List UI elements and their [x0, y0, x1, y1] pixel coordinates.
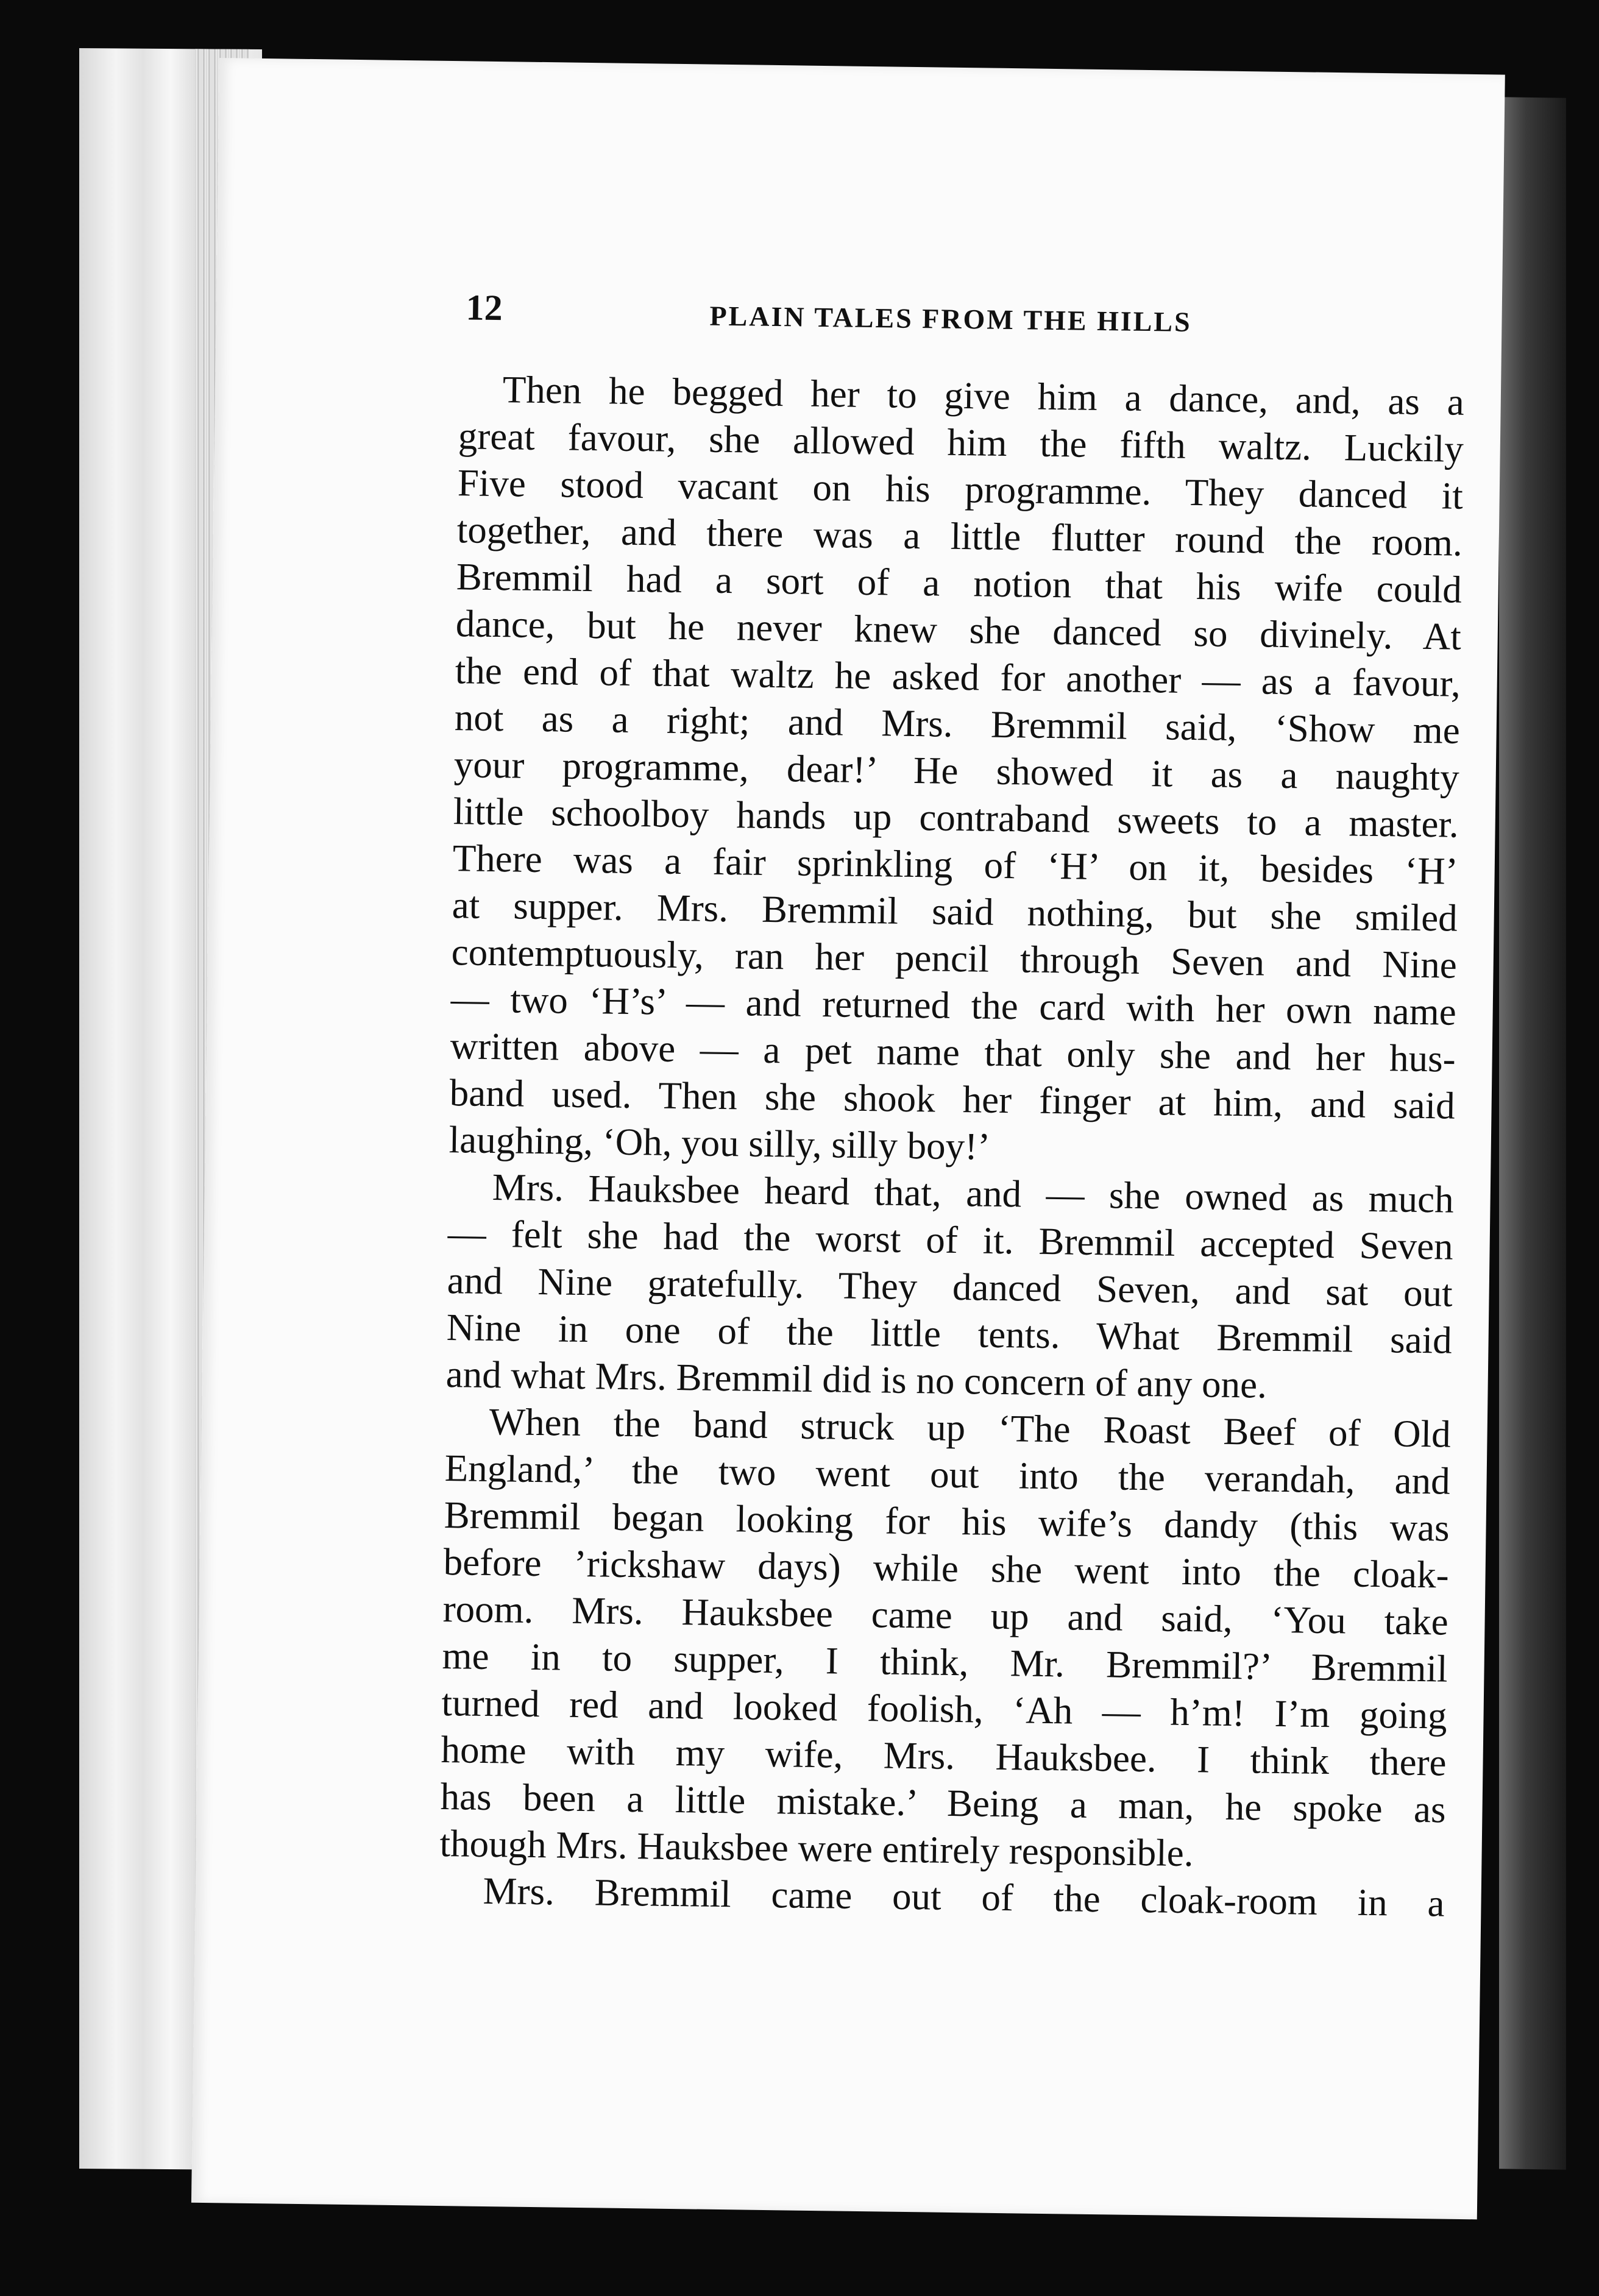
- text-line: at supper. Mrs. Bremmil said nothing, but she smiled: [452, 884, 1458, 940]
- text-line: not as a right; and Mrs. Bremmil said, ‘Show me: [454, 696, 1461, 752]
- page-header: [466, 286, 1472, 355]
- text-line: though Mrs. Hauksbee were entirely responsible.: [439, 1821, 1194, 1875]
- running-head: PLAIN TALES FROM THE HILLS: [709, 300, 1192, 338]
- text-line: little schoolboy hands up contraband sweets to a master.: [453, 790, 1459, 846]
- text-line: Five stood vacant on his programme. They danced it: [457, 461, 1464, 517]
- text-line: room. Mrs. Hauksbee came up and said, ‘You take: [442, 1587, 1449, 1643]
- text-line: laughing, ‘Oh, you silly, silly boy!’: [448, 1118, 991, 1168]
- text-line: has been a little mistake.’ Being a man, he spoke as: [440, 1774, 1447, 1831]
- text-line: Mrs. Hauksbee heard that, and — she owned as much: [492, 1166, 1455, 1221]
- text-line: great favour, she allowed him the fifth waltz. Luckily: [458, 414, 1464, 470]
- text-line: — two ‘H’s’ — and returned the card with her own name: [450, 977, 1457, 1033]
- page-number: 12: [466, 287, 503, 328]
- text-line: and what Mrs. Bremmil did is no concern of any one.: [445, 1353, 1268, 1406]
- text-line: dance, but he never knew she danced so divinely. At: [455, 602, 1462, 658]
- text-line: and Nine gratefully. They danced Seven, and sat out: [447, 1259, 1453, 1315]
- text-line: contemptuously, ran her pencil through Seven and Nine: [451, 930, 1458, 987]
- text-line: When the band struck up ‘The Roast Beef of Old: [489, 1400, 1452, 1456]
- gutter-shadow: [1499, 97, 1566, 2170]
- text-line: Then he begged her to give him a dance, and, as a: [502, 368, 1465, 423]
- text-line: England,’ the two went out into the verandah, and: [444, 1447, 1451, 1503]
- text-line: Mrs. Bremmil came out of the cloak-room in a: [483, 1869, 1445, 1925]
- text-line: — felt she had the worst of it. Bremmil accepted Seven: [447, 1212, 1454, 1268]
- text-line: me in to supper, I think, Mr. Bremmil?’ Bremmil: [442, 1634, 1448, 1690]
- text-line: home with my wife, Mrs. Hauksbee. I think there: [441, 1728, 1447, 1784]
- body-text: [439, 366, 1464, 1927]
- text-line: before ’rickshaw days) while she went into the cloak-: [443, 1540, 1450, 1596]
- text-line: the end of that waltz he asked for another — as a favour,: [455, 649, 1461, 705]
- text-line: Bremmil began looking for his wife’s dandy (this was: [444, 1493, 1450, 1550]
- book-page: [191, 58, 1505, 2219]
- text-line: Bremmil had a sort of a notion that his wife could: [456, 555, 1462, 611]
- text-line: your programme, dear!’ He showed it as a naughty: [453, 743, 1460, 799]
- text-line: turned red and looked foolish, ‘Ah — h’m! I’m going: [441, 1681, 1448, 1737]
- text-line: written above — a pet name that only she and her hus-: [450, 1024, 1456, 1080]
- text-line: together, and there was a little flutter round the room.: [456, 508, 1463, 564]
- text-line: band used. Then she shook her finger at him, and said: [449, 1071, 1456, 1127]
- text-line: There was a fair sprinkling of ‘H’ on it, besides ‘H’: [452, 837, 1459, 893]
- text-line: Nine in one of the little tents. What Bremmil said: [446, 1306, 1453, 1362]
